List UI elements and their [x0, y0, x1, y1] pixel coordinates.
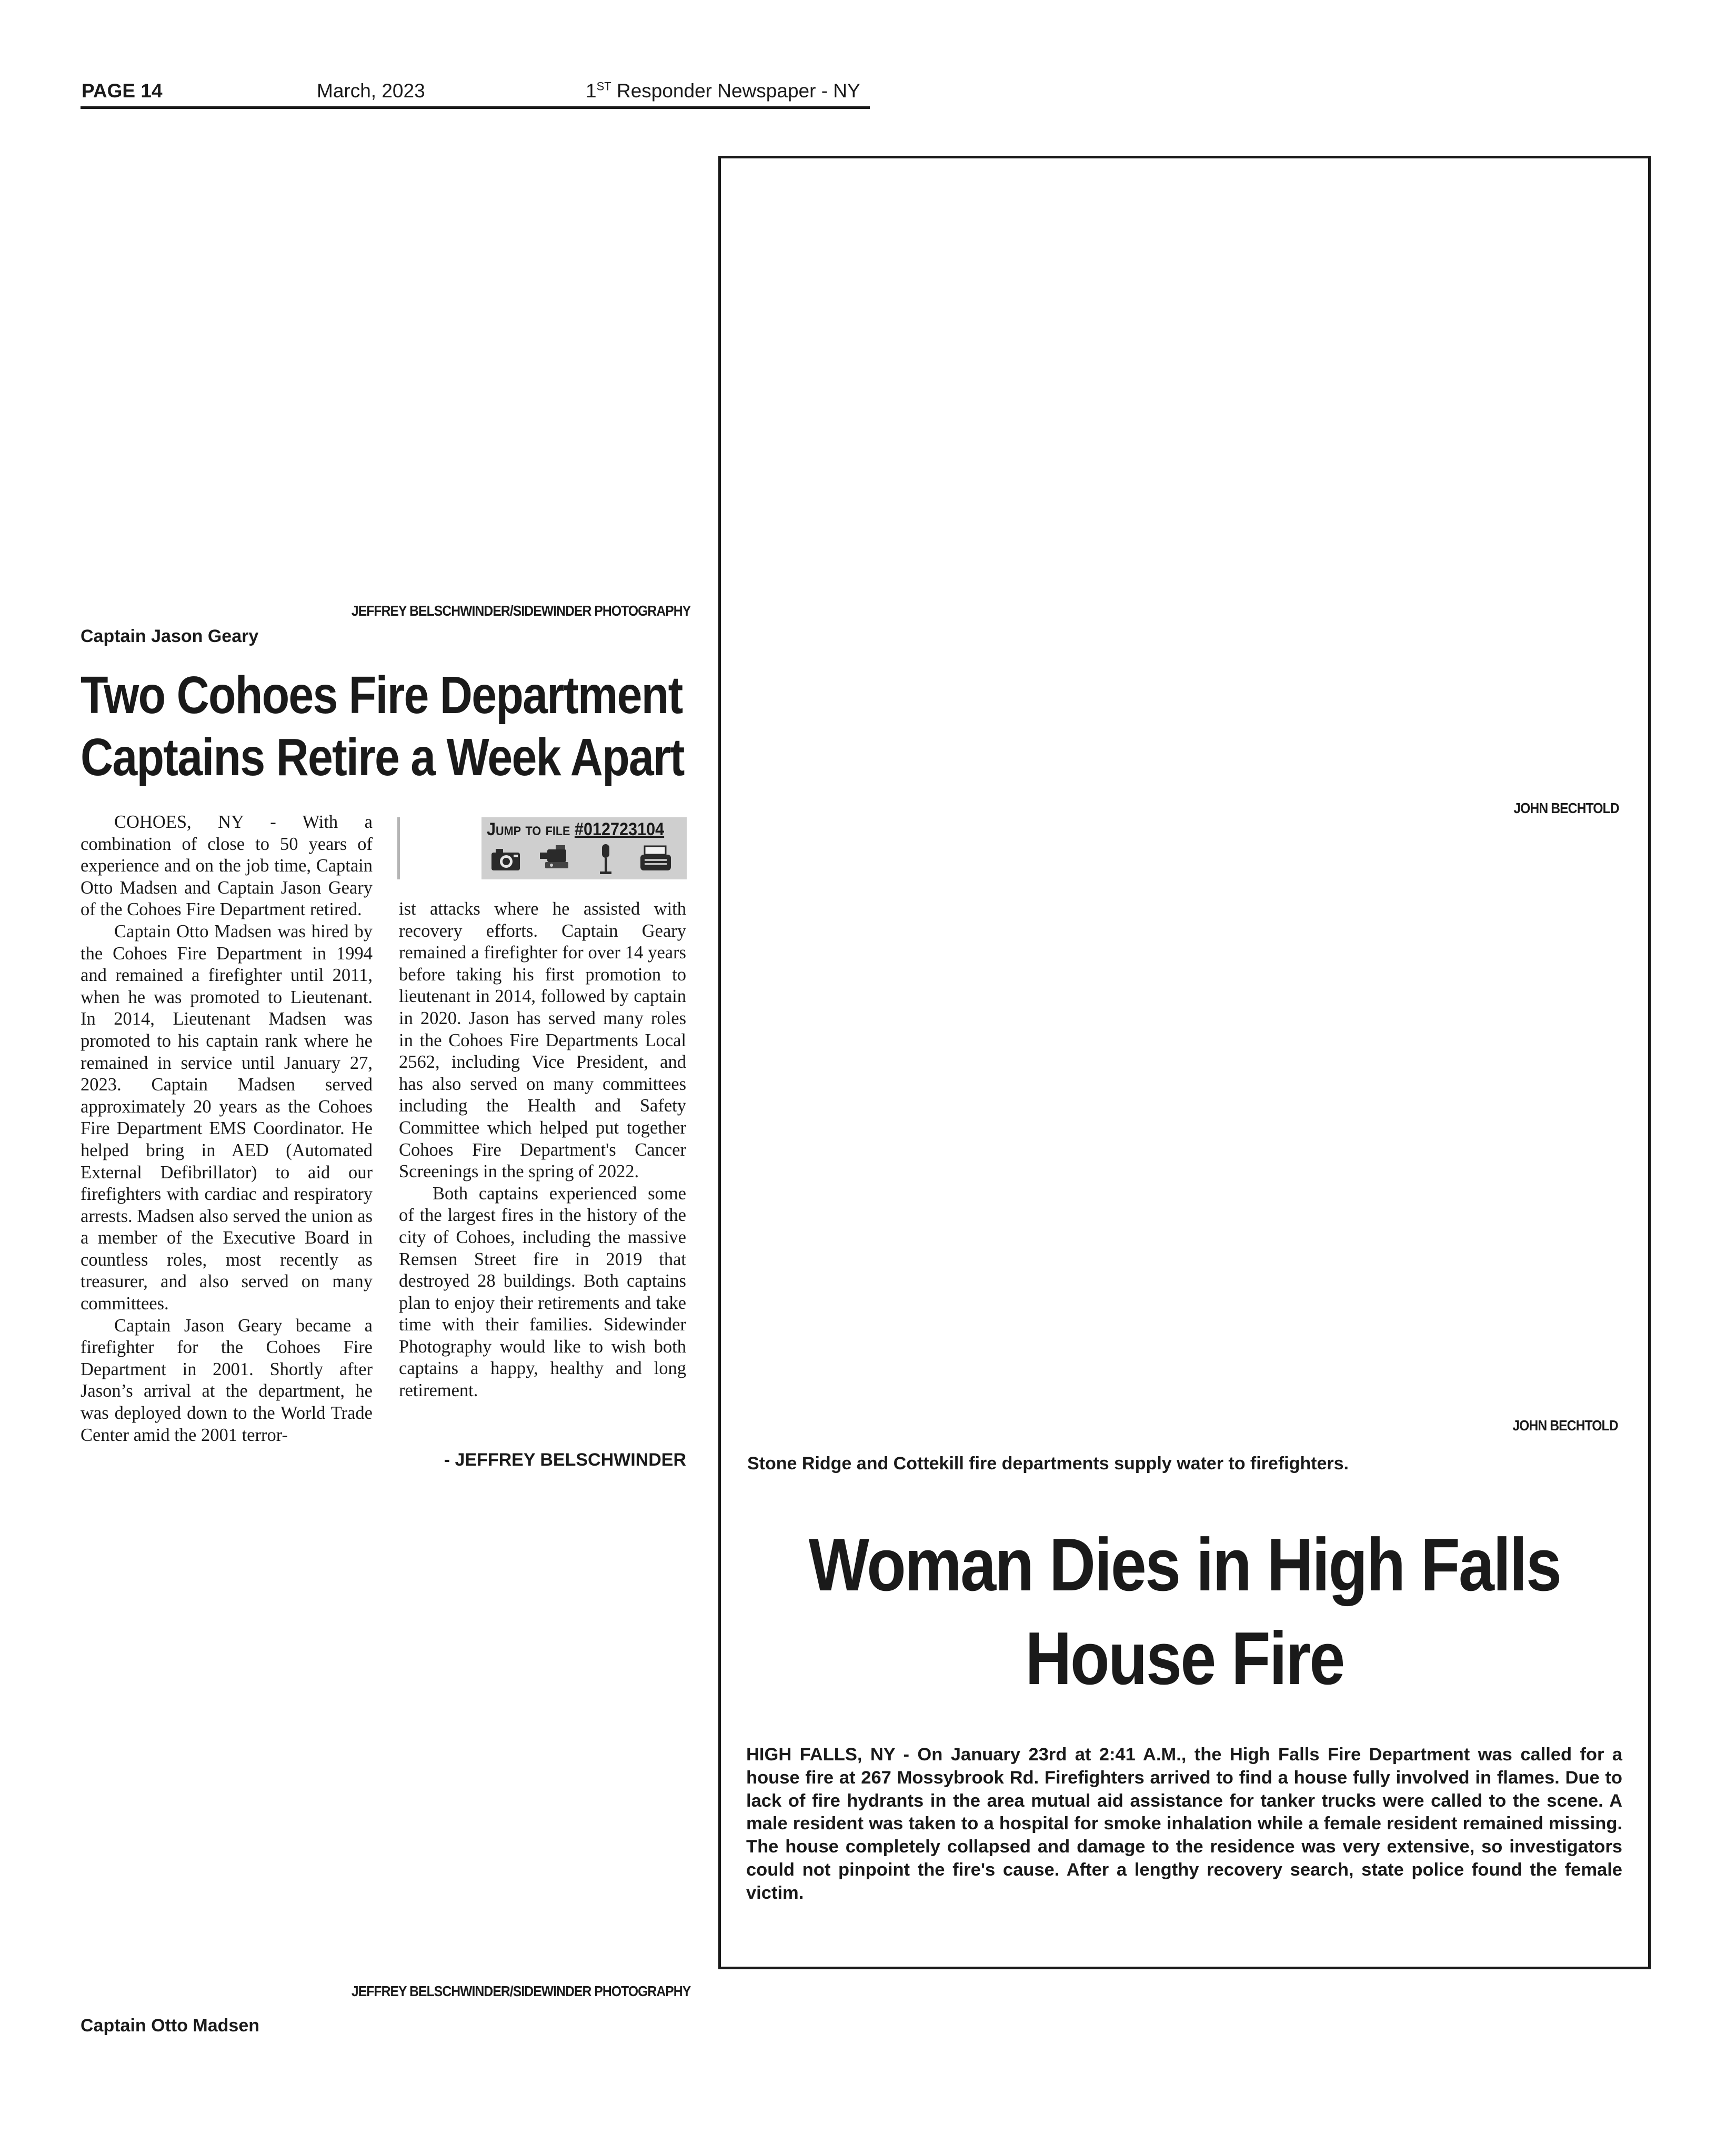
- article-headline-high-falls: [784, 1518, 1586, 1706]
- photo-credit-madsen: JEFFREY BELSCHWINDER/SIDEWINDER PHOTOGRAPHY: [351, 1983, 690, 1999]
- header-rule: [81, 106, 870, 109]
- video-camera-icon[interactable]: [538, 842, 573, 876]
- photo-caption-high-falls: Stone Ridge and Cottekill fire departments supply water to firefighters.: [747, 1454, 1349, 1474]
- headline-line-2: Captains Retire a Week Apart: [81, 728, 684, 787]
- article-headline-cohoes: [81, 664, 684, 788]
- article-column-2: [399, 898, 686, 1477]
- newspaper-name-prefix: 1: [586, 80, 597, 102]
- photo-credit-bechtold: JOHN BECHTOLD: [1512, 1417, 1618, 1434]
- camera-icon[interactable]: [488, 842, 523, 876]
- newspaper-name-rest: Responder Newspaper - NY: [611, 80, 860, 102]
- page-number: PAGE 14: [82, 80, 163, 102]
- jump-file-number[interactable]: #012723104: [574, 819, 665, 839]
- typewriter-icon[interactable]: [638, 842, 673, 876]
- photo-caption-geary: Captain Jason Geary: [81, 626, 259, 646]
- article-paragraph: Both captains experienced some of the largest fires in the history of the city of Cohoes, including the massive Remsen Street fire in 2019 that destroyed 28 buildings. Both captains plan to enjoy their retirements and take time with their families. Sidewinder Photography would like to wish both captains a happy, healthy and long retirement.: [399, 1183, 686, 1401]
- headline-line-2: House Fire: [1025, 1617, 1344, 1700]
- headline-line-1: Woman Dies in High Falls: [808, 1523, 1561, 1607]
- newspaper-name-superscript: ST: [596, 79, 611, 93]
- jump-to-file-label[interactable]: [487, 819, 663, 840]
- article-paragraph: Captain Otto Madsen was hired by the Cohoes Fire Department in 1994 and remained a firefighter until 2011, when he was promoted to Lieutenant. In 2014, Lieutenant Madsen was promoted to his captain rank where he remained in service until January 27, 2023. Captain Madsen served approximately 20 years as the Cohoes Fire Department EMS Coordinator. He helped bring in AED (Automated External Defibrillator) to aid our firefighters with cardiac and respiratory arrests. Madsen also served the union as a member of the Executive Board in countless roles, most recently as treasurer, and also served on many committees.: [81, 921, 373, 1314]
- article-byline: - JEFFREY BELSCHWINDER: [444, 1450, 686, 1470]
- photo-credit-bechtold: JOHN BECHTOLD: [1513, 800, 1619, 816]
- article-column-1: [81, 811, 373, 1496]
- photo-caption-madsen: Captain Otto Madsen: [81, 2016, 260, 2036]
- newspaper-name: [586, 80, 860, 102]
- issue-date: March, 2023: [317, 80, 425, 102]
- article-paragraph: ist attacks where he assisted with recovery efforts. Captain Geary remained a firefighter for over 14 years before taking his first promotion to lieutenant in 2014, followed by captain in 2020. Jason has served many roles in the Cohoes Fire Departments Local 2562, including Vice President, and has also served on many committees including the Health and Safety Committee which helped put together Cohoes Fire Department's Cancer Screenings in the spring of 2022.: [399, 899, 686, 1182]
- jump-label-text: Jump to file: [487, 819, 570, 839]
- photo-credit-geary: JEFFREY BELSCHWINDER/SIDEWINDER PHOTOGRAPHY: [351, 603, 690, 619]
- microphone-icon[interactable]: [588, 842, 623, 876]
- article-body-high-falls: HIGH FALLS, NY - On January 23rd at 2:41 A.M., the High Falls Fire Department was called for a house fire at 267 Mossybrook Rd. Firefighters arrived to find a house fully involved in flames. Due to lack of fire hydrants in the area mutual aid assistance for tanker trucks were called to the scene. A male resident was taken to a hospital for smoke inhalation while a female resident remained missing. The house completely collapsed and damage to the residence was very extensive, so investigators could not pinpoint the fire's cause. After a lengthy recovery search, state police found the female victim.: [746, 1745, 1622, 1903]
- jump-divider: [397, 817, 400, 879]
- article-paragraph: COHOES, NY - With a combination of close to 50 years of experience and on the job time, Captain Otto Madsen and Captain Jason Geary of the Cohoes Fire Department retired.: [81, 812, 373, 920]
- headline-line-1: Two Cohoes Fire Department: [81, 666, 683, 725]
- article-paragraph: Captain Jason Geary became a firefighter for the Cohoes Fire Department in 2001. Shortly after Jason’s arrival at the department, he was deployed down to the World Trade Center amid the 2001 terror-: [81, 1315, 373, 1445]
